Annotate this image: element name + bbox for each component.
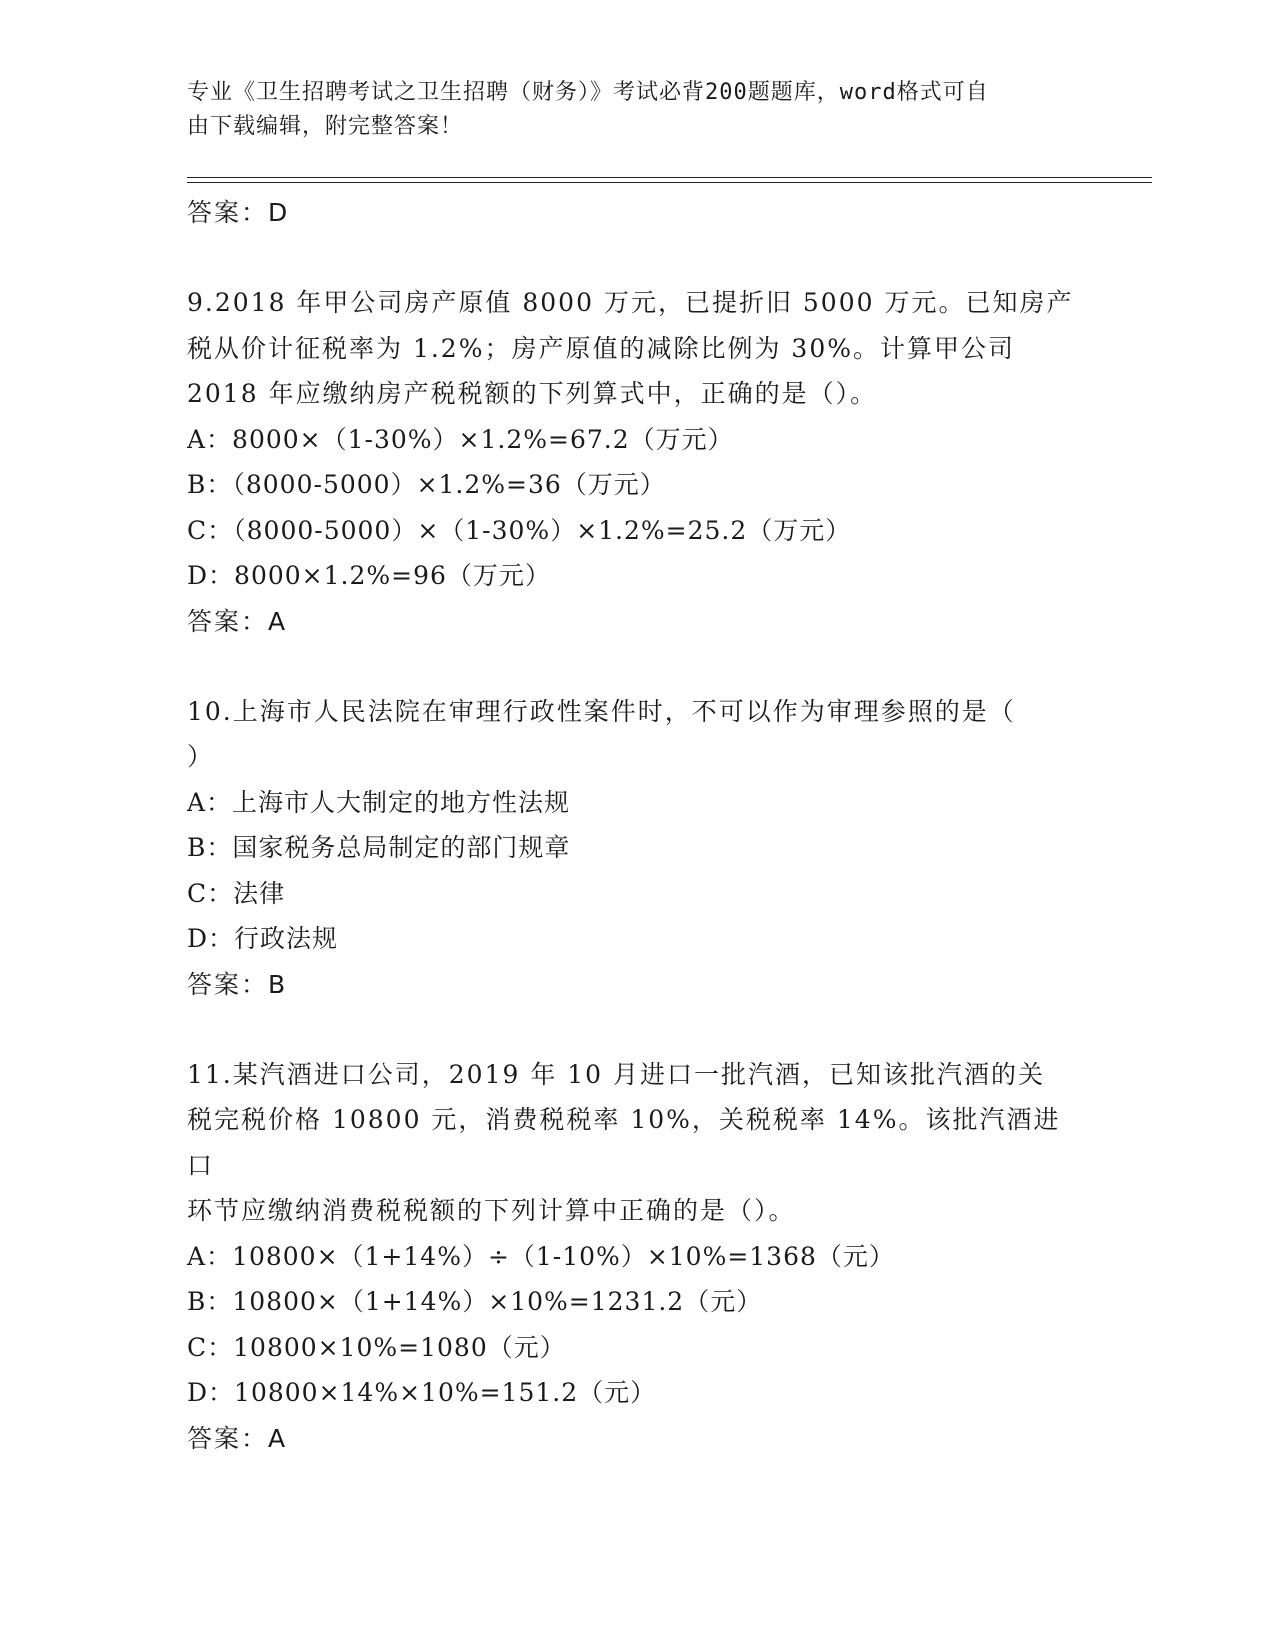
option-a: A：上海市人大制定的地方性法规 <box>187 787 571 817</box>
question-10-text <box>187 689 1087 780</box>
option-d: D：10800×14%×10%=151.2（元） <box>187 1378 657 1407</box>
spacer <box>187 235 1087 280</box>
question-9 <box>187 280 1087 644</box>
option-a: A：8000×（1-30%）×1.2%=67.2（万元） <box>187 424 734 454</box>
question-11-text <box>187 1052 1087 1234</box>
question-text-line: 11.某汽酒进口公司，2019 年 10 月进口一批汽酒，已知该批汽酒的关 <box>187 1059 1046 1089</box>
question-9-text <box>187 280 1087 417</box>
header-line-2: 由下载编辑，附完整答案！ <box>187 114 464 139</box>
answer-9: 答案：A <box>187 606 288 636</box>
document-header <box>187 76 1067 144</box>
option-b: B：（8000-5000）×1.2%=36（万元） <box>187 470 666 499</box>
option-c: C：（8000-5000）×（1-30%）×1.2%=25.2（万元） <box>187 515 852 545</box>
spacer <box>187 1007 1087 1052</box>
question-text-line: 税完税价格 10800 元，消费税税率 10%，关税税率 14%。该批汽酒进口 <box>187 1105 1061 1180</box>
option-a: A：10800×（1+14%）÷（1-10%）×10%=1368（元） <box>187 1241 895 1271</box>
spacer <box>187 644 1087 689</box>
question-text-line: 10.上海市人民法院在审理行政性案件时，不可以作为审理参照的是（ <box>187 696 1016 726</box>
question-10 <box>187 689 1087 1007</box>
previous-answer: 答案：D <box>187 198 290 227</box>
answer-11: 答案：A <box>187 1423 288 1453</box>
question-text-line: 税从价计征税率为 1.2%；房产原值的减除比例为 30%。计算甲公司 <box>187 333 1015 363</box>
header-divider-bottom <box>187 182 1152 183</box>
header-divider-top <box>187 177 1152 178</box>
option-b: B：10800×（1+14%）×10%=1231.2（元） <box>187 1287 763 1316</box>
option-c: C：法律 <box>187 878 286 908</box>
question-text-line: 环节应缴纳消费税税额的下列计算中正确的是（）。 <box>187 1196 796 1225</box>
option-d: D：行政法规 <box>187 924 339 953</box>
option-b: B：国家税务总局制定的部门规章 <box>187 833 571 862</box>
answer-10: 答案：B <box>187 969 288 999</box>
question-text-line: ） <box>187 742 215 771</box>
question-text-line: 9.2018 年甲公司房产原值 8000 万元，已提折旧 5000 万元。已知房产 <box>187 288 1074 317</box>
option-d: D：8000×1.2%=96（万元） <box>187 561 551 590</box>
question-11 <box>187 1052 1087 1461</box>
question-text-line: 2018 年应缴纳房产税税额的下列算式中，正确的是（）。 <box>187 379 878 408</box>
option-c: C：10800×10%=1080（元） <box>187 1332 566 1362</box>
header-line-1: 专业《卫生招聘考试之卫生招聘（财务）》考试必背200题题库，word格式可自 <box>187 80 989 105</box>
question-list <box>187 190 1087 1461</box>
